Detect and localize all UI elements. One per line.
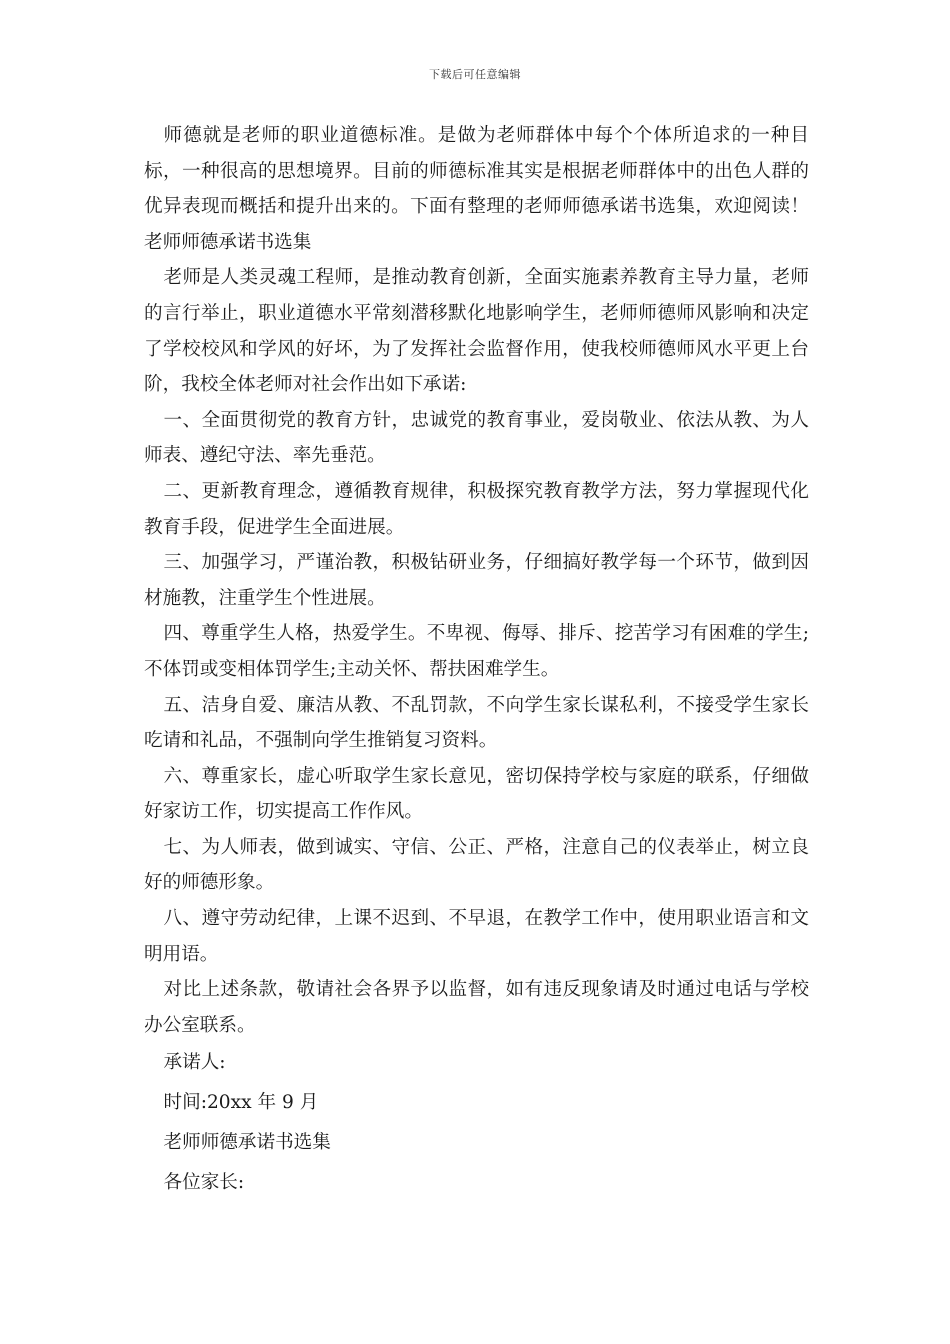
pledge-item-7: 七、为人师表，做到诚实、守信、公正、严格，注意自己的仪表举止，树立良好的师德形象。	[144, 836, 809, 894]
section-subtitle: 老师师德承诺书选集	[163, 1132, 331, 1154]
pledge-item-6: 六、尊重家长，虚心听取学生家长意见，密切保持学校与家庭的联系，仔细做好家访工作，切实提高工作作风。	[144, 765, 809, 823]
pledge-item-1: 一、全面贯彻党的教育方针，忠诚党的教育事业，爱岗敬业、依法从教、为人师表、遵纪守法、率先垂范。	[144, 409, 809, 467]
pledge-item-4: 四、尊重学生人格，热爱学生。不卑视、侮辱、排斥、挖苦学习有困难的学生;不体罚或变相体罚学生;主动关怀、帮扶困难学生。	[144, 623, 809, 680]
date-line: 时间:20xx 年 9 月	[163, 1092, 319, 1114]
promiser-line: 承诺人:	[163, 1052, 226, 1074]
document-body	[144, 118, 809, 1203]
salutation-line: 各位家长:	[163, 1172, 245, 1194]
pledge-item-5: 五、洁身自爱、廉洁从教、不乱罚款，不向学生家长谋私利，不接受学生家长吃请和礼品，不强制向学生推销复习资料。	[144, 694, 809, 752]
closing-paragraph: 对比上述条款，敬请社会各界予以监督，如有违反现象请及时通过电话与学校办公室联系。	[144, 979, 809, 1036]
preamble-paragraph: 老师是人类灵魂工程师，是推动教育创新，全面实施素养教育主导力量，老师的言行举止，职业道德水平常刻潜移默化地影响学生，老师师德师风影响和决定了学校校风和学风的好坏，为了发挥社会监督作用，使我校师德师风水平更上台阶，我校全体老师对社会作出如下承诺:	[144, 267, 809, 396]
intro-paragraph: 师德就是老师的职业道德标准。是做为老师群体中每个个体所追求的一种目标，一种很高的思想境界。目前的师德标准其实是根据老师群体中的出色人群的优异表现而概括和提升出来的。下面有整理的老师师德承诺书选集，欢迎阅读！ 老师师德承诺书选集	[144, 125, 809, 253]
pledge-item-8: 八、遵守劳动纪律，上课不迟到、不早退，在教学工作中，使用职业语言和文明用语。	[144, 908, 809, 965]
pledge-item-3: 三、加强学习，严谨治教，积极钻研业务，仔细搞好教学每一个环节，做到因材施教，注重学生个性进展。	[144, 552, 809, 609]
page-header: 下载后可任意编辑	[429, 68, 521, 81]
pledge-item-2: 二、更新教育理念，遵循教育规律，积极探究教育教学方法，努力掌握现代化教育手段，促进学生全面进展。	[144, 480, 809, 538]
